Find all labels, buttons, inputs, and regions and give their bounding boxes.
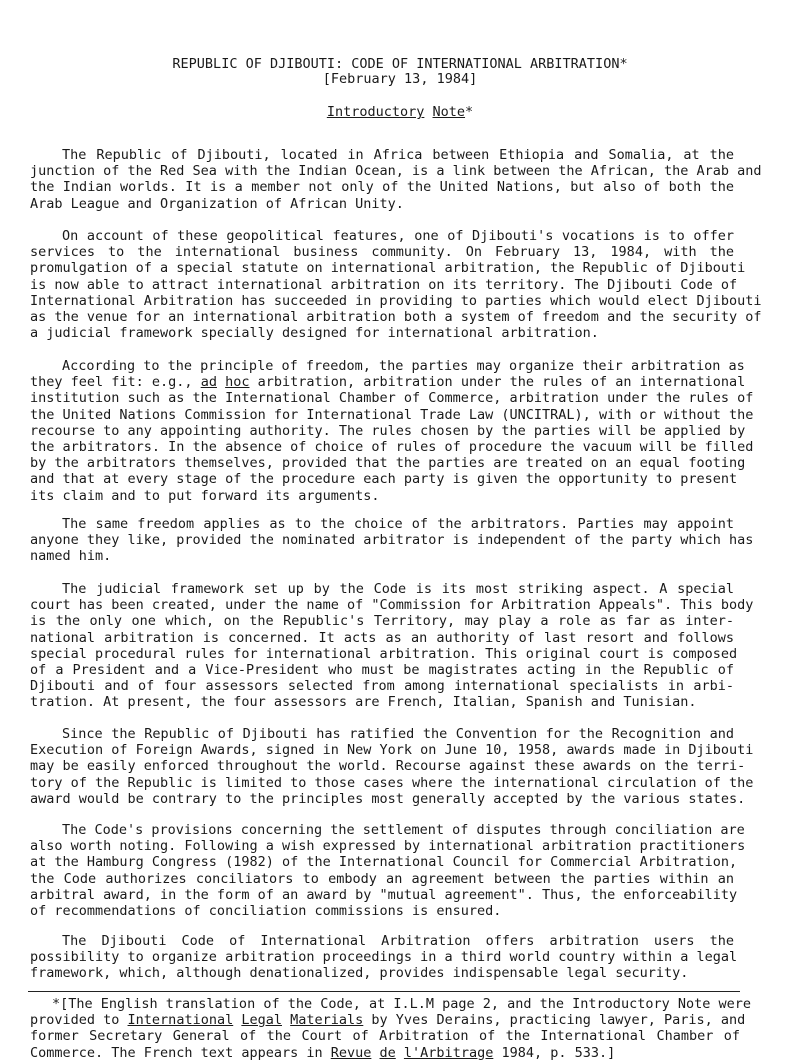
- footnote: [0, 996, 800, 1061]
- introductory-note-heading: [0, 104, 800, 120]
- paragraph-line: of recommendations of conciliation commissions is ensured.: [30, 902, 502, 919]
- footnote-line: *[The English translation of the Code, at I.L.M page 2, and the Introductory Note were: [52, 996, 751, 1012]
- journal-title-word: Materials: [290, 1012, 364, 1029]
- document-title: REPUBLIC OF DJIBOUTI: CODE OF INTERNATIONAL ARBITRATION*: [172, 56, 628, 72]
- paragraph-line: the Code authorizes conciliators to embody an agreement between the parties within an: [30, 870, 734, 887]
- paragraph-line: the United Nations Commission for International Trade Law (UNCITRAL), with or without the: [30, 406, 754, 423]
- document-date: [February 13, 1984]: [322, 71, 478, 87]
- paragraph-line: The Republic of Djibouti, located in Africa between Ethiopia and Somalia, at the: [62, 147, 734, 163]
- paragraph-line: Arab League and Organization of African Unity.: [30, 195, 404, 212]
- paragraph-line: as the venue for an international arbitration both a system of freedom and the security of: [30, 308, 762, 325]
- paragraph-line: is now able to attract international arbitration on its territory. The Djibouti Code of: [30, 276, 738, 293]
- paragraph-line: anyone they like, provided the nominated arbitrator is independent of the party which has: [30, 532, 754, 549]
- paragraph-line: recourse to any appointing authority. The rules chosen by the parties will be applied by: [30, 422, 746, 439]
- paragraph-5: [0, 581, 800, 711]
- paragraph-line: at the Hamburg Congress (1982) of the International Council for Commercial Arbitration,: [30, 854, 738, 871]
- paragraph-line: and that at every stage of the procedure each party is given the opportunity to present: [30, 471, 738, 488]
- journal-title-word: Revue: [330, 1044, 372, 1061]
- paragraph-line: the arbitrators. In the absence of choice of rules of procedure the vacuum will be filled: [30, 438, 754, 455]
- paragraph-8: [0, 933, 800, 982]
- footnote-text: provided to: [30, 1012, 128, 1029]
- journal-title-word: l'Arbitrage: [403, 1044, 494, 1061]
- paragraph-line: arbitral award, in the form of an award by "mutual agreement". Thus, the enforceability: [30, 886, 738, 903]
- latin-term-hoc: hoc: [225, 374, 250, 391]
- latin-term-ad: ad: [200, 374, 217, 391]
- paragraph-line: International Arbitration has succeeded in providing to parties which would elect Djibouti: [30, 292, 762, 309]
- paragraph-line: Execution of Foreign Awards, signed in New York on June 10, 1958, awards made in Djibouti: [30, 742, 754, 759]
- paragraph-line: a judicial framework specially designed for international arbitration.: [30, 325, 599, 342]
- paragraph-line: by the arbitrators themselves, provided that the parties are treated on an equal footing: [30, 455, 746, 472]
- paragraph-3: [0, 358, 800, 504]
- paragraph-line: The Code's provisions concerning the settlement of disputes through conciliation are: [62, 822, 745, 838]
- journal-title-word: Legal: [241, 1012, 282, 1029]
- paragraph-4: [0, 516, 800, 565]
- heading-word-introductory: Introductory: [326, 104, 425, 120]
- paragraph-line: may be easily enforced throughout the world. Recourse against these awards on the terri-: [30, 758, 746, 775]
- footnote-text: by Yves Derains, practicing lawyer, Paris, and: [363, 1012, 746, 1029]
- paragraph-line: institution such as the International Chamber of Commerce, arbitration under the rules of: [30, 390, 754, 407]
- journal-title-word: International: [127, 1012, 234, 1029]
- footnote-line: [0, 1012, 800, 1028]
- paragraph-line: Since the Republic of Djibouti has ratified the Convention for the Recognition and: [62, 726, 734, 742]
- journal-title-word: de: [379, 1044, 396, 1061]
- paragraph-line: The same freedom applies as to the choice of the arbitrators. Parties may appoint: [62, 516, 734, 532]
- paragraph-line: tory of the Republic is limited to those cases where the international circulation of the: [30, 774, 754, 791]
- paragraph-line: Djibouti and of four assessors selected from among international specialists in arbi-: [30, 678, 734, 695]
- paragraph-line: The Djibouti Code of International Arbitration offers arbitration users the: [62, 933, 734, 949]
- paragraph-line: framework, which, although denationalized, provides indispensable legal security.: [30, 965, 689, 982]
- heading-asterisk: *: [465, 104, 474, 120]
- paragraph-line: [0, 374, 800, 390]
- line-prefix: they feel fit: e.g.,: [30, 374, 201, 391]
- footnote-text: 1984, p. 533.]: [493, 1044, 616, 1061]
- footnote-line: former Secretary General of the Court of Arbitration of the International Chamber of: [30, 1028, 740, 1045]
- paragraph-2: [0, 228, 800, 341]
- paragraph-1: [0, 147, 800, 212]
- paragraph-line: services to the international business community. On February 13, 1984, with the: [30, 244, 734, 261]
- paragraph-line: special procedural rules for international arbitration. This original court is composed: [30, 645, 738, 662]
- paragraph-line: The judicial framework set up by the Code is its most striking aspect. A special: [62, 581, 734, 597]
- paragraph-line: court has been created, under the name of "Commission for Arbitration Appeals". This body: [30, 597, 754, 614]
- paragraph-7: [0, 822, 800, 919]
- paragraph-line: tration. At present, the four assessors are French, Italian, Spanish and Tunisian.: [30, 694, 697, 711]
- paragraph-line: According to the principle of freedom, the parties may organize their arbitration as: [62, 358, 745, 374]
- footnote-divider: [28, 991, 740, 992]
- footnote-line: [0, 1045, 800, 1061]
- heading-word-note: Note: [432, 104, 466, 120]
- paragraph-line: junction of the Red Sea with the Indian Ocean, is a link between the African, the Arab and: [30, 163, 762, 180]
- line-rest: arbitration, arbitration under the rules of an international: [257, 374, 746, 391]
- paragraph-line: On account of these geopolitical features, one of Djibouti's vocations is to offer: [62, 228, 734, 244]
- paragraph-line: the Indian worlds. It is a member not only of the United Nations, but also of both the: [30, 179, 734, 196]
- paragraph-line: possibility to organize arbitration proceedings in a third world country within a legal: [30, 949, 738, 966]
- paragraph-line: also worth noting. Following a wish expressed by international arbitration practitioners: [30, 838, 746, 855]
- paragraph-line: award would be contrary to the principles most generally accepted by the various states.: [30, 790, 746, 807]
- footnote-text: Commerce. The French text appears in: [30, 1044, 331, 1061]
- paragraph-line: named him.: [30, 548, 112, 565]
- paragraph-line: promulgation of a special statute on international arbitration, the Republic of Djibouti: [30, 260, 746, 277]
- paragraph-line: national arbitration is concerned. It acts as an authority of last resort and follows: [30, 629, 734, 646]
- paragraph-line: is the only one which, on the Republic's Territory, may play a role as far as inter-: [30, 613, 734, 630]
- paragraph-line: its claim and to put forward its arguments.: [30, 487, 380, 504]
- paragraph-6: [0, 726, 800, 807]
- paragraph-line: of a President and a Vice-President who must be magistrates acting in the Republic of: [30, 661, 734, 678]
